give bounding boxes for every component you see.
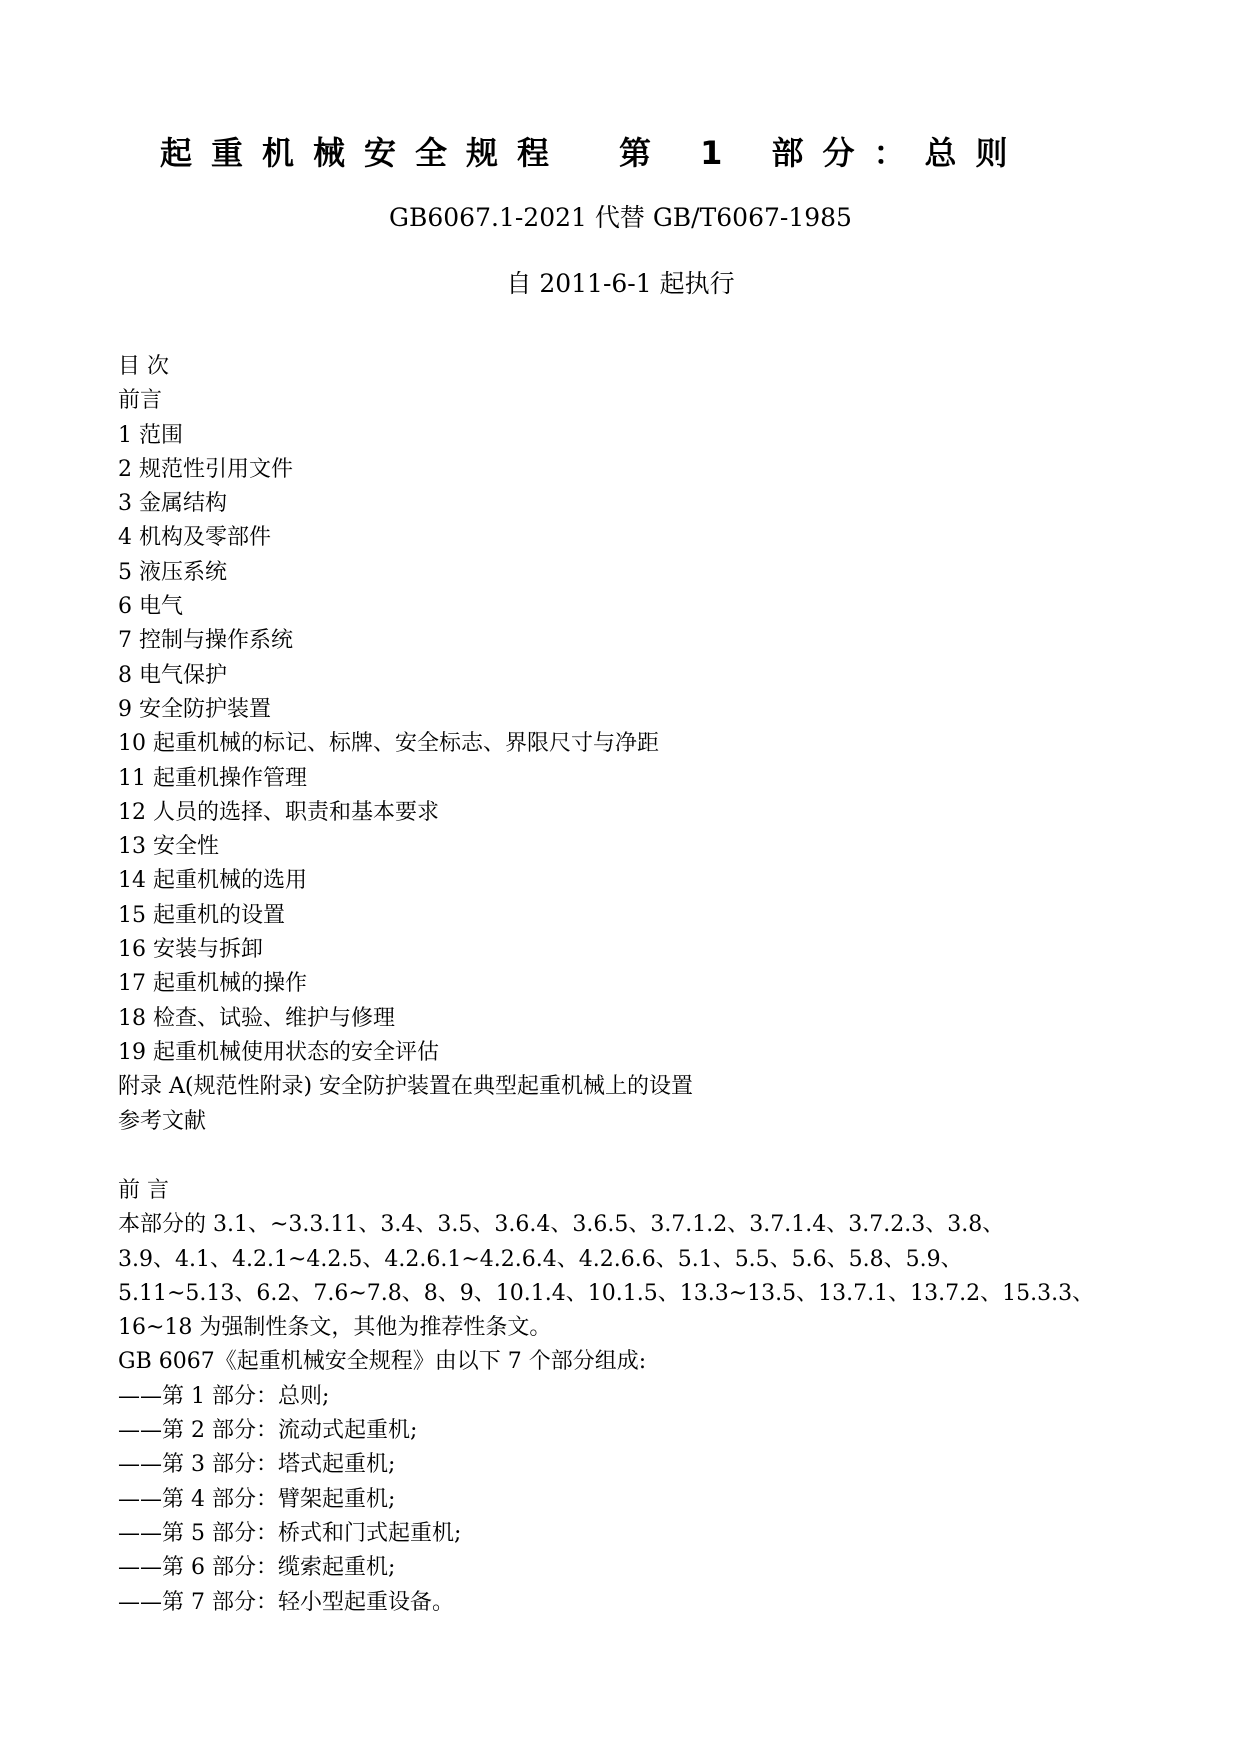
table-of-contents <box>118 350 1218 1139</box>
foreword-line: ——第 1 部分：总则; <box>118 1383 330 1409</box>
toc-item: 11 起重机操作管理 <box>118 765 307 791</box>
toc-item: 4 机构及零部件 <box>118 525 271 551</box>
foreword-line: ——第 4 部分：臂架起重机; <box>118 1486 396 1512</box>
toc-item: 13 安全性 <box>118 834 219 860</box>
toc-item: 前言 <box>118 388 163 414</box>
toc-item: 12 人员的选择、职责和基本要求 <box>118 799 439 825</box>
toc-item: 8 电气保护 <box>118 662 227 688</box>
toc-item: 3 金属结构 <box>118 491 227 517</box>
foreword-line: 3.9、4.1、4.2.1~4.2.5、4.2.6.1~4.2.6.4、4.2.6.6、5.1、5.5、5.6、5.8、5.9、 <box>118 1246 963 1272</box>
effective-date: 自 2011-6-1 起执行 <box>506 269 735 298</box>
toc-item: 17 起重机械的操作 <box>118 971 307 997</box>
toc-item: 18 检查、试验、维护与修理 <box>118 1005 395 1031</box>
toc-item: 15 起重机的设置 <box>118 902 285 928</box>
toc-item: 7 控制与操作系统 <box>118 628 293 654</box>
toc-heading: 目 次 <box>118 354 169 379</box>
foreword-section <box>118 1174 1218 1620</box>
toc-item: 1 范围 <box>118 422 183 448</box>
foreword-line: 本部分的 3.1、~3.3.11、3.4、3.5、3.6.4、3.6.5、3.7.1.2、3.7.1.4、3.7.2.3、3.8、 <box>118 1212 1005 1238</box>
toc-item: 2 规范性引用文件 <box>118 456 293 482</box>
foreword-line: ——第 2 部分：流动式起重机; <box>118 1418 418 1444</box>
foreword-heading: 前 言 <box>118 1178 169 1203</box>
foreword-line: GB 6067《起重机械安全规程》由以下 7 个部分组成: <box>118 1349 647 1375</box>
toc-item: 5 液压系统 <box>118 559 227 585</box>
toc-item: 19 起重机械使用状态的安全评估 <box>118 1039 439 1065</box>
toc-item: 16 安装与拆卸 <box>118 937 263 963</box>
foreword-line: ——第 6 部分：缆索起重机; <box>118 1555 396 1581</box>
foreword-line: 5.11~5.13、6.2、7.6~7.8、8、9、10.1.4、10.1.5、13.3~13.5、13.7.1、13.7.2、15.3.3、 <box>118 1280 1095 1306</box>
foreword-line: ——第 7 部分：轻小型起重设备。 <box>118 1589 454 1615</box>
toc-item: 14 起重机械的选用 <box>118 868 307 894</box>
toc-item: 10 起重机械的标记、标牌、安全标志、界限尺寸与净距 <box>118 731 659 757</box>
toc-list <box>118 384 1218 1139</box>
toc-item: 参考文献 <box>118 1108 207 1134</box>
foreword-line: ——第 3 部分：塔式起重机; <box>118 1452 396 1478</box>
foreword-line: 16~18 为强制性条文，其他为推荐性条文。 <box>118 1315 552 1341</box>
foreword-line: ——第 5 部分：桥式和门式起重机; <box>118 1520 462 1546</box>
foreword-body <box>118 1208 1218 1620</box>
toc-item: 9 安全防护装置 <box>118 696 271 722</box>
toc-item: 附录 A(规范性附录) 安全防护装置在典型起重机械上的设置 <box>118 1074 694 1100</box>
standard-number: GB6067.1-2021 代替 GB/T6067-1985 <box>389 203 852 232</box>
toc-item: 6 电气 <box>118 594 183 620</box>
document-title: 起重机械安全规程 第 1 部分：总则 <box>160 134 1027 172</box>
